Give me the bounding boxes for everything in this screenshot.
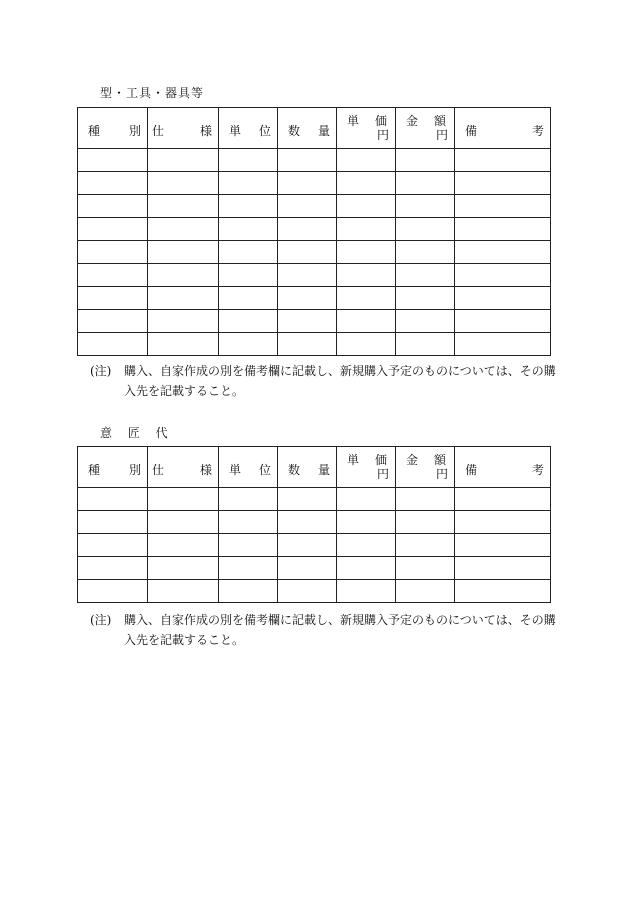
table-cell[interactable] (278, 195, 337, 218)
table-cell[interactable] (337, 534, 396, 557)
table-cell[interactable] (337, 264, 396, 287)
table-cell[interactable] (396, 264, 455, 287)
table-cell[interactable] (219, 264, 278, 287)
table-cell[interactable] (78, 149, 148, 172)
table-cell[interactable] (148, 534, 219, 557)
table-cell[interactable] (78, 172, 148, 195)
table-cell[interactable] (148, 580, 219, 603)
table-row (78, 218, 551, 241)
table-cell[interactable] (148, 557, 219, 580)
table-cell[interactable] (148, 172, 219, 195)
table-cell[interactable] (78, 488, 148, 511)
table-cell[interactable] (337, 310, 396, 333)
table-cell[interactable] (337, 511, 396, 534)
table-cell[interactable] (455, 580, 551, 603)
table-cell[interactable] (219, 149, 278, 172)
table-cell[interactable] (396, 218, 455, 241)
header-amount: 金 額 円 (396, 108, 455, 149)
table-cell[interactable] (219, 195, 278, 218)
table-cell[interactable] (78, 195, 148, 218)
header-spec: 仕 様 (148, 447, 219, 488)
table-cell[interactable] (337, 241, 396, 264)
table-cell[interactable] (148, 511, 219, 534)
section-title-tools: 型・工具・器具等 (100, 86, 205, 100)
table-cell[interactable] (78, 557, 148, 580)
design-table (77, 446, 551, 603)
table-header-row (78, 108, 551, 149)
table-cell[interactable] (455, 310, 551, 333)
header-quantity: 数 量 (278, 108, 337, 149)
table-cell[interactable] (78, 287, 148, 310)
table-cell[interactable] (278, 557, 337, 580)
table-cell[interactable] (278, 172, 337, 195)
table-cell[interactable] (396, 287, 455, 310)
table-cell[interactable] (455, 172, 551, 195)
table-cell[interactable] (148, 310, 219, 333)
table-cell[interactable] (455, 511, 551, 534)
table-cell[interactable] (78, 241, 148, 264)
header-kind: 種 別 (78, 108, 148, 149)
table-cell[interactable] (78, 534, 148, 557)
table-cell[interactable] (148, 241, 219, 264)
table-cell[interactable] (219, 557, 278, 580)
header-amount: 金 額 円 (396, 447, 455, 488)
table-cell[interactable] (148, 149, 219, 172)
table-cell[interactable] (148, 333, 219, 356)
table-cell[interactable] (337, 195, 396, 218)
table-cell[interactable] (148, 264, 219, 287)
table-row (78, 241, 551, 264)
header-remarks: 備 考 (455, 108, 551, 149)
table-cell[interactable] (78, 511, 148, 534)
table-cell[interactable] (396, 511, 455, 534)
table-row (78, 534, 551, 557)
note-tools: (注) 購入、自家作成の別を備考欄に記載し、新規購入予定のものについては、その購 入先を記載すること。 (90, 364, 556, 398)
table-cell[interactable] (337, 218, 396, 241)
table-cell[interactable] (219, 172, 278, 195)
table-cell[interactable] (278, 580, 337, 603)
table-cell[interactable] (78, 310, 148, 333)
table-row (78, 488, 551, 511)
table-cell[interactable] (455, 333, 551, 356)
table-cell[interactable] (455, 557, 551, 580)
table-cell[interactable] (396, 333, 455, 356)
table-cell[interactable] (396, 488, 455, 511)
table-cell[interactable] (396, 195, 455, 218)
header-kind: 種 別 (78, 447, 148, 488)
table-cell[interactable] (219, 241, 278, 264)
table-cell[interactable] (455, 195, 551, 218)
header-unit: 単 位 (219, 108, 278, 149)
table-cell[interactable] (219, 534, 278, 557)
table-cell[interactable] (337, 333, 396, 356)
table-cell[interactable] (219, 218, 278, 241)
table-cell[interactable] (219, 310, 278, 333)
table-cell[interactable] (148, 488, 219, 511)
table-cell[interactable] (337, 580, 396, 603)
header-unit: 単 位 (219, 447, 278, 488)
table-cell[interactable] (455, 488, 551, 511)
table-row (78, 511, 551, 534)
table-cell[interactable] (396, 557, 455, 580)
table-cell[interactable] (337, 557, 396, 580)
table-cell[interactable] (278, 534, 337, 557)
table-cell[interactable] (78, 218, 148, 241)
table-cell[interactable] (455, 241, 551, 264)
table-cell[interactable] (337, 488, 396, 511)
table-cell[interactable] (148, 287, 219, 310)
table-cell[interactable] (219, 580, 278, 603)
table-row (78, 580, 551, 603)
table-cell[interactable] (278, 264, 337, 287)
section-title-design: 意 匠 代 (100, 426, 174, 440)
table-cell[interactable] (278, 310, 337, 333)
table-cell[interactable] (396, 310, 455, 333)
table-row (78, 333, 551, 356)
table-cell[interactable] (278, 333, 337, 356)
table-cell[interactable] (455, 218, 551, 241)
table-cell[interactable] (337, 149, 396, 172)
table-cell[interactable] (219, 287, 278, 310)
table-row (78, 557, 551, 580)
table-cell[interactable] (396, 534, 455, 557)
table-header-row (78, 447, 551, 488)
table-cell[interactable] (278, 149, 337, 172)
table-cell[interactable] (396, 149, 455, 172)
table-cell[interactable] (278, 241, 337, 264)
header-unit-price: 単 価 円 (337, 108, 396, 149)
note-design: (注) 購入、自家作成の別を備考欄に記載し、新規購入予定のものについては、その購 入先を記載すること。 (90, 613, 556, 647)
table-cell[interactable] (455, 264, 551, 287)
table-cell[interactable] (278, 511, 337, 534)
table-row (78, 149, 551, 172)
table-row (78, 195, 551, 218)
table-cell[interactable] (455, 534, 551, 557)
table-cell[interactable] (219, 488, 278, 511)
table-cell[interactable] (278, 287, 337, 310)
table-cell[interactable] (337, 172, 396, 195)
header-spec: 仕 様 (148, 108, 219, 149)
table-cell[interactable] (78, 264, 148, 287)
table-cell[interactable] (148, 218, 219, 241)
table-cell[interactable] (278, 488, 337, 511)
tools-table (77, 107, 551, 356)
table-cell[interactable] (219, 511, 278, 534)
table-cell[interactable] (78, 580, 148, 603)
header-remarks: 備 考 (455, 447, 551, 488)
table-row (78, 310, 551, 333)
table-cell[interactable] (455, 287, 551, 310)
table-cell[interactable] (278, 218, 337, 241)
header-unit-price: 単 価 円 (337, 447, 396, 488)
table-cell[interactable] (396, 172, 455, 195)
table-cell[interactable] (78, 333, 148, 356)
table-row (78, 264, 551, 287)
table-cell[interactable] (148, 195, 219, 218)
header-quantity: 数 量 (278, 447, 337, 488)
table-cell[interactable] (396, 580, 455, 603)
table-cell[interactable] (396, 241, 455, 264)
table-cell[interactable] (219, 333, 278, 356)
table-cell[interactable] (455, 149, 551, 172)
table-cell[interactable] (337, 287, 396, 310)
table-row (78, 172, 551, 195)
table-row (78, 287, 551, 310)
